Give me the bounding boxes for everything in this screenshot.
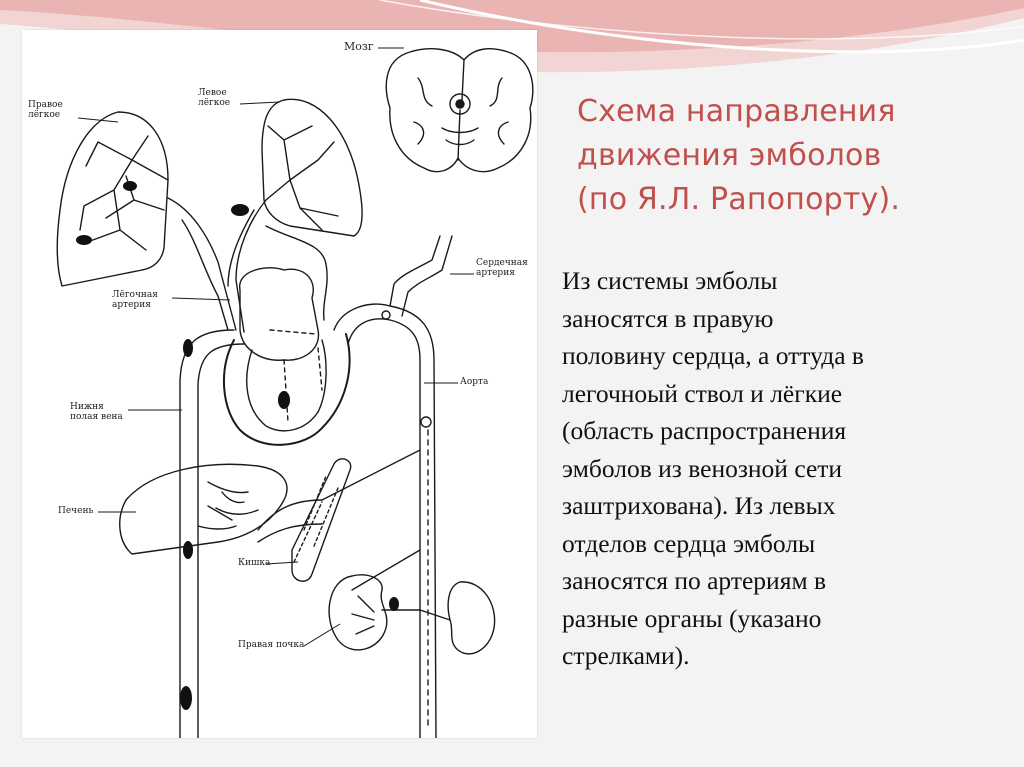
pulmonary-artery-left bbox=[228, 200, 266, 332]
embolus-mark bbox=[231, 204, 249, 216]
label-liver: Печень bbox=[58, 506, 94, 516]
body-line: заносятся по артериям в bbox=[562, 566, 826, 595]
body-line: стрелками). bbox=[562, 641, 690, 670]
label-aorta: Аорта bbox=[460, 377, 489, 387]
brain-drawing bbox=[386, 49, 533, 172]
slide-title bbox=[577, 90, 997, 222]
intestine-drawing bbox=[292, 459, 351, 581]
embolus-mark bbox=[183, 339, 193, 357]
title-line: (по Я.Л. Рапопорту). bbox=[577, 182, 901, 217]
body-line: (область распространения bbox=[562, 416, 847, 445]
title-line: Схема направления bbox=[577, 94, 896, 129]
body-line: отделов сердца эмболы bbox=[562, 528, 816, 558]
embolus-mark bbox=[180, 686, 192, 710]
left-lung-drawing bbox=[262, 99, 362, 236]
heart-drawing bbox=[224, 268, 350, 445]
title-line: движения эмболов bbox=[577, 138, 882, 173]
label-intestine: Кишка bbox=[238, 558, 271, 568]
label-inferior-vena-cava: Нижня полая вена bbox=[70, 402, 123, 422]
kidney-left-drawing bbox=[448, 582, 494, 654]
body-line: разные органы (указано bbox=[562, 603, 822, 633]
label-coronary-artery: Сердечная артерия bbox=[476, 258, 528, 278]
embolus-mark bbox=[183, 541, 193, 559]
liver-drawing bbox=[120, 464, 287, 554]
body-line: легочноый ствол и лёгкие bbox=[562, 378, 843, 408]
embolus-pathway-diagram bbox=[22, 30, 537, 738]
label-right-kidney: Правая почка bbox=[238, 640, 305, 650]
embolus-mark bbox=[123, 181, 137, 191]
embolus-mark bbox=[278, 391, 290, 409]
slide-body-text bbox=[562, 262, 1002, 675]
body-line: заштрихована). Из левых bbox=[562, 491, 836, 520]
label-pulmonary-artery: Лёгочная артерия bbox=[112, 290, 158, 310]
body-line: Из системы эмболы bbox=[562, 266, 778, 295]
body-line: заносятся в правую bbox=[562, 303, 774, 333]
pulmonary-artery-right bbox=[168, 198, 236, 330]
label-brain: Мозг bbox=[344, 40, 374, 53]
body-line: эмболов из венозной сети bbox=[562, 453, 843, 483]
label-left-lung: Левое лёгкое bbox=[198, 88, 231, 108]
label-right-lung: Правое лёгкое bbox=[28, 100, 63, 120]
inferior-vena-cava-drawing bbox=[180, 330, 244, 738]
embolus-mark bbox=[76, 235, 92, 245]
embolus-mark bbox=[389, 597, 399, 611]
body-line: половину сердца, а оттуда в bbox=[562, 341, 864, 370]
right-lung-drawing bbox=[57, 112, 168, 286]
